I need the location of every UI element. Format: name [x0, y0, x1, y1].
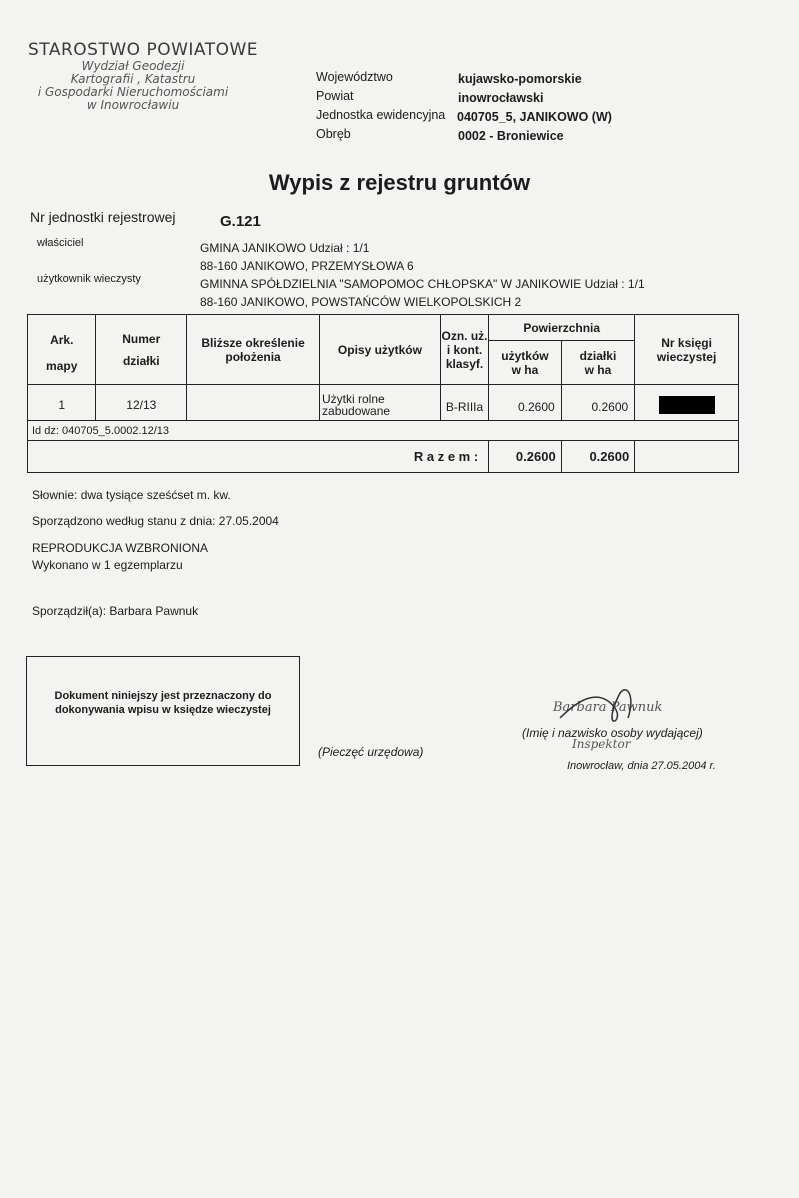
cell-opis	[320, 385, 441, 421]
cell-blizsze	[187, 385, 320, 421]
place-date: Inowrocław, dnia 27.05.2004 r.	[567, 760, 716, 772]
header-text: Numer	[122, 331, 161, 346]
header-powierzchnia: Powierzchnia	[489, 315, 635, 341]
signature-stroke	[560, 690, 631, 721]
header-text: w ha	[511, 362, 539, 377]
cell-pow-uz: 0.2600	[489, 385, 562, 421]
razem-label: R a z e m :	[28, 441, 489, 473]
cell-ksiega	[635, 385, 739, 421]
razem-empty	[635, 441, 739, 473]
header-text: działki	[122, 353, 160, 368]
wojewodztwo-value: kujawsko-pomorskie	[458, 72, 582, 86]
header-blizsze	[187, 315, 320, 385]
user-label: użytkownik wieczysty	[37, 273, 141, 285]
sporzadzono-text: Sporządzono według stanu z dnia: 27.05.2004	[32, 514, 279, 528]
user-line: GMINNA SPÓŁDZIELNIA "SAMOPOMOC CHŁOPSKA" W JANIKOWIE Udział : 1/1	[200, 277, 645, 291]
cell-text: Użytki rolne	[322, 391, 385, 406]
header-text: wieczystej	[656, 349, 717, 364]
stamp-line: Wydział Geodezji	[81, 59, 185, 73]
cell-pow-dz: 0.2600	[561, 385, 635, 421]
header-uzytkow	[489, 341, 562, 385]
header-text: w ha	[584, 362, 612, 377]
reprodukcja-text: REPRODUKCJA WZBRONIONA	[32, 541, 209, 555]
unit-value: G.121	[220, 213, 261, 230]
header-ksiega	[635, 315, 739, 385]
razem-dz: 0.2600	[561, 441, 635, 473]
owner-line: GMINA JANIKOWO Udział : 1/1	[200, 241, 370, 255]
signature-stamp-role: Inspektor	[572, 737, 631, 751]
header-text: użytków	[501, 348, 549, 363]
notice-line: dokonywania wpisu w księdze wieczystej	[55, 704, 271, 716]
header-ark	[28, 315, 96, 385]
seal-caption: (Pieczęć urzędowa)	[318, 745, 424, 759]
office-stamp	[28, 40, 259, 112]
user-address: 88-160 JANIKOWO, POWSTAŃCÓW WIELKOPOLSKICH 2	[200, 295, 522, 309]
sporzadzil-text: Sporządził(a): Barbara Pawnuk	[32, 604, 199, 618]
cell-ozn: B-RIIIa	[440, 385, 488, 421]
cell-ark: 1	[28, 385, 96, 421]
header-text: działki	[579, 348, 617, 363]
notice-line: Dokument niniejszy jest przeznaczony do	[54, 690, 272, 702]
stamp-line: Kartografii , Katastru	[70, 72, 196, 86]
cell-id-dz: Id dz: 040705_5.0002.12/13	[28, 421, 739, 441]
register-table	[27, 314, 739, 473]
header-text: Bliższe określenie	[201, 335, 305, 350]
slownie-text: Słownie: dwa tysiące sześćset m. kw.	[32, 488, 231, 502]
header-text: Ozn. uż.	[441, 328, 488, 343]
cell-text: zabudowane	[322, 403, 391, 418]
wojewodztwo-label: Województwo	[316, 70, 393, 84]
jednostka-value: 040705_5, JANIKOWO (W)	[457, 110, 612, 124]
table-row-id	[28, 421, 739, 441]
header-dzialki	[561, 341, 635, 385]
wykonano-text: Wykonano w 1 egzemplarzu	[32, 558, 183, 572]
obreb-label: Obręb	[316, 127, 351, 141]
header-opisy: Opisy użytków	[320, 315, 441, 385]
document-title: Wypis z rejestru gruntów	[268, 170, 531, 195]
unit-label: Nr jednostki rejestrowej	[30, 209, 176, 225]
header-text: mapy	[46, 358, 78, 373]
powiat-label: Powiat	[316, 89, 354, 103]
stamp-line: i Gospodarki Nieruchomościami	[37, 85, 229, 99]
cell-numer: 12/13	[96, 385, 187, 421]
jednostka-label: Jednostka ewidencyjna	[316, 108, 446, 122]
header-ozn	[440, 315, 488, 385]
owner-address: 88-160 JANIKOWO, PRZEMYSŁOWA 6	[200, 259, 414, 273]
stamp-line: STAROSTWO POWIATOWE	[28, 40, 259, 60]
table-row	[28, 385, 739, 421]
notice-box	[26, 656, 300, 766]
header-numer	[96, 315, 187, 385]
obreb-value: 0002 - Broniewice	[458, 129, 564, 143]
razem-uz: 0.2600	[489, 441, 562, 473]
owner-label: właściciel	[37, 237, 84, 249]
signature-caption: (Imię i nazwisko osoby wydającej)	[522, 726, 703, 740]
redaction-bar	[659, 396, 715, 414]
signature-stamp-name: Barbara Pawnuk	[553, 700, 663, 715]
header-text: Nr księgi	[661, 335, 712, 350]
table-row-total	[28, 441, 739, 473]
header-text: i kont.	[446, 342, 483, 357]
header-text: położenia	[225, 349, 281, 364]
stamp-line: w Inowrocławiu	[86, 98, 180, 112]
header-text: Ark.	[50, 332, 74, 347]
powiat-value: inowrocławski	[458, 91, 544, 105]
header-text: klasyf.	[445, 356, 484, 371]
notice-text	[27, 689, 299, 717]
